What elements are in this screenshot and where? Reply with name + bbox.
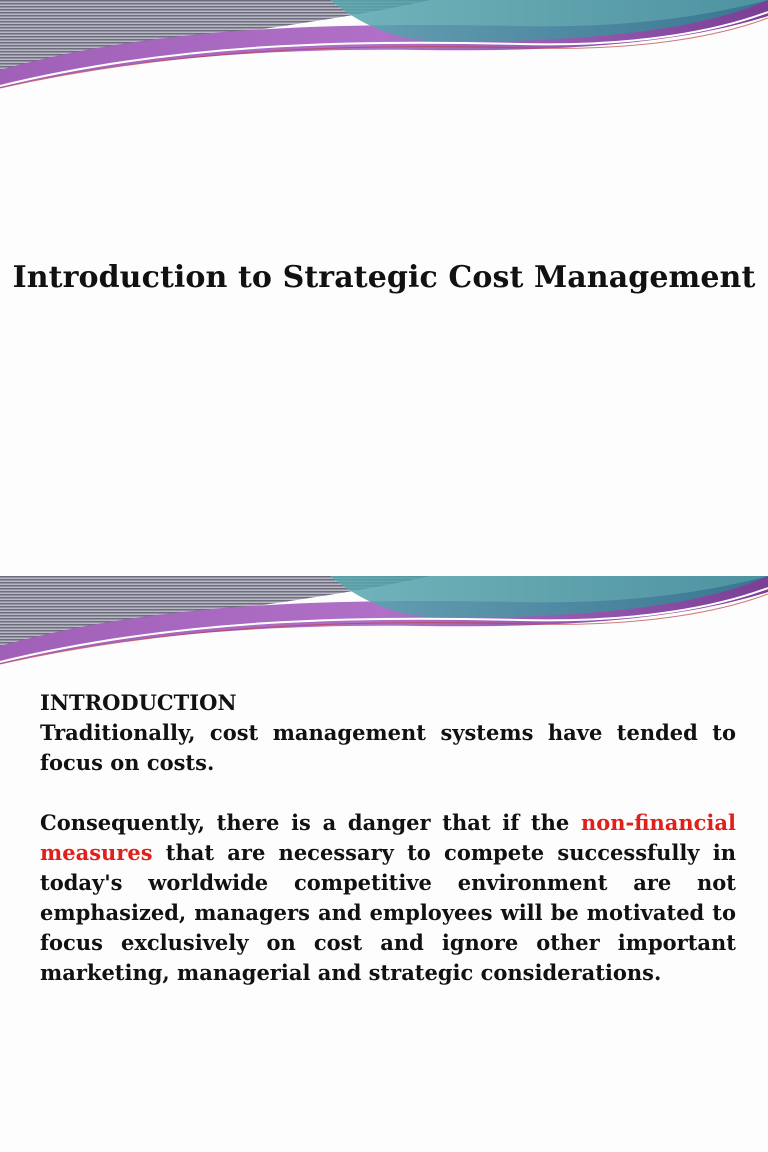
paragraph-traditionally: Traditionally, cost management systems have tended to focus on costs. — [40, 720, 736, 775]
slide-body — [40, 688, 736, 988]
highlight-non-financial-measures: non-financial measures — [40, 810, 736, 865]
slide-title: Introduction to Strategic Cost Management — [12, 260, 756, 295]
section-heading: INTRODUCTION — [40, 690, 237, 715]
paragraph-text-after: that are necessary to compete successfully in today's worldwide competitive environment are not emphasized, managers and employees will be motivated to focus exclusively on cost and ignore other important marketing, managerial and strategic considerations. — [40, 840, 736, 985]
decorative-wave-header — [0, 0, 768, 96]
paragraph-text-before: Consequently, there is a danger that if the — [40, 810, 581, 835]
paragraph-consequently — [40, 808, 736, 988]
content-slide — [0, 576, 768, 1152]
decorative-wave-header — [0, 576, 768, 672]
